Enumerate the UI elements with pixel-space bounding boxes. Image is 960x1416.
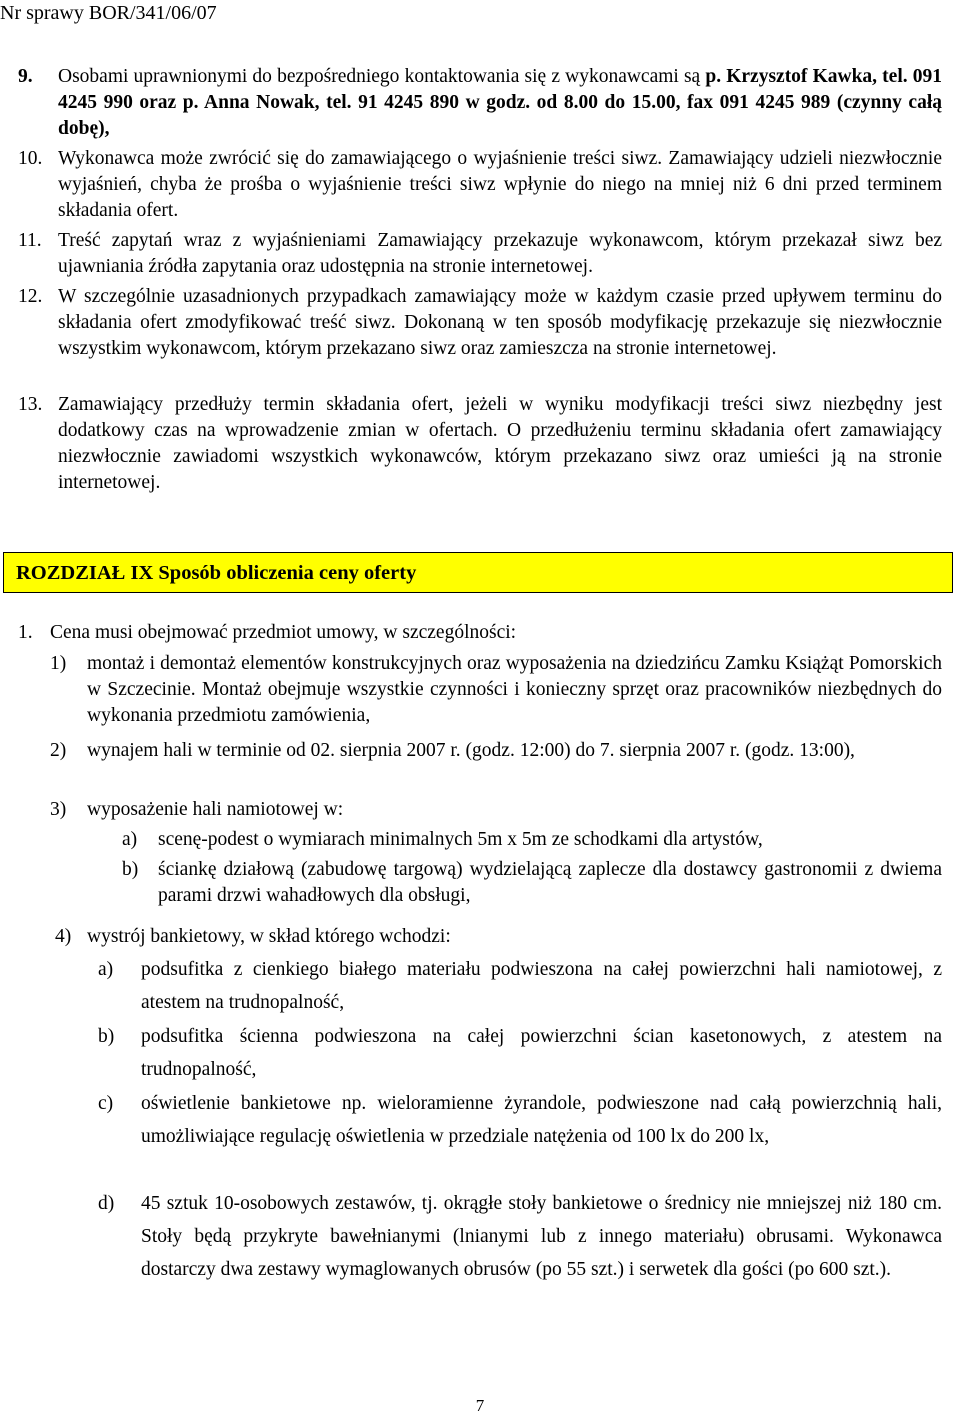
letter-number: b)	[122, 859, 139, 880]
letter-number: d)	[98, 1193, 115, 1214]
paragraph-text: Wykonawca może zwrócić się do zamawiającego o wyjaśnienie treści siwz. Zamawiający udzieli niezwłocznie wyjaśnień, chyba że prośba o wyjaśnienie treści siwz wpłynie do niego na mniej niż 6 dni przed terminem składania ofert.	[58, 148, 942, 221]
text-run: Osobami uprawnionymi do bezpośredniego kontaktowania się z wykonawcami są	[58, 66, 706, 87]
subitem-text: wystrój bankietowy, w skład którego wchodzi:	[87, 926, 451, 947]
subitem-2	[50, 738, 942, 764]
contact-persons-bold: p. Krzysztof Kawka, tel. 091 4245 990 oraz p. Anna Nowak, tel. 91 4245 890 w godz. od 8.00 do 15.00, fax 091 4245 989 (czynny całą dobę),	[58, 66, 943, 139]
subitem-number: 1)	[50, 653, 67, 674]
chapter-heading: ROZDZIAŁ IX Sposób obliczenia ceny oferty	[3, 552, 953, 593]
letter-number: a)	[122, 829, 138, 850]
item-number: 1.	[18, 622, 33, 643]
paragraph-text: Treść zapytań wraz z wyjaśnieniami Zamawiający przekazuje wykonawcom, którym przekazał siwz bez ujawniania źródła zapytania oraz udostępnia na stronie internetowej.	[58, 230, 942, 277]
paragraph-9	[18, 64, 942, 142]
subitem-text: wynajem hali w terminie od 02. sierpnia 2007 r. (godz. 12:00) do 7. sierpnia 2007 r. (godz. 13:00),	[87, 740, 855, 761]
paragraph-number: 10.	[18, 148, 43, 169]
subitem-3a	[122, 827, 942, 853]
paragraph-10	[18, 146, 942, 224]
paragraph-text: W szczególnie uzasadnionych przypadkach zamawiający może w każdym czasie przed upływem terminu do składania ofert zmodyfikować treść siwz. Dokonaną w ten sposób modyfikację przekazuje się niezwłocznie wszystkim wykonawcom, którym przekazano siwz oraz zamieszcza na stronie internetowej.	[58, 286, 942, 359]
letter-text: 45 sztuk 10-osobowych zestawów, tj. okrągłe stoły bankietowe o średnicy nie mniejszej niż 180 cm. Stoły będą przykryte bawełnianymi (lnianymi lub z innego materiału) obrusami. Wykonawca dostarczy dwa zestawy wymaglowanych obrusów (po 55 szt.) i serwetek dla gości (po 600 szt.).	[141, 1193, 942, 1280]
item-1	[18, 620, 942, 646]
letter-text: ściankę działową (zabudowę targową) wydzielającą zaplecze dla dostawcy gastronomii z dwiema parami drzwi wahadłowych dla obsługi,	[158, 859, 942, 906]
subitem-4c	[98, 1087, 942, 1153]
page-number: 7	[475, 1396, 485, 1415]
paragraph-13	[18, 392, 942, 496]
paragraph-11	[18, 228, 942, 280]
letter-number: b)	[98, 1026, 115, 1047]
letter-number: c)	[98, 1093, 114, 1114]
subitem-4b	[98, 1020, 942, 1086]
letter-text: podsufitka z cienkiego białego materiału podwieszona na całej powierzchni hali namiotowej, z atestem na trudnopalność,	[141, 959, 942, 1013]
letter-text: scenę-podest o wymiarach minimalnych 5m x 5m ze schodkami dla artystów,	[158, 829, 763, 850]
letter-number: a)	[98, 959, 114, 980]
subitem-4a	[98, 953, 942, 1019]
paragraph-12	[18, 284, 942, 362]
item-text: Cena musi obejmować przedmiot umowy, w szczególności:	[50, 622, 517, 643]
subitem-1	[50, 651, 942, 729]
paragraph-text: Zamawiający przedłuży termin składania ofert, jeżeli w wyniku modyfikacji treści siwz niezbędny jest dodatkowy czas na wprowadzenie zmian w ofertach. O przedłużeniu terminu składania ofert zamawiający niezwłocznie zawiadomi wszystkich wykonawców, którym przekazano siwz oraz umieści ją na stronie internetowej.	[58, 394, 942, 493]
subitem-4d	[98, 1187, 942, 1286]
subitem-number: 4)	[55, 926, 72, 947]
paragraph-number: 12.	[18, 286, 43, 307]
subitem-3b	[122, 857, 942, 909]
subitem-3	[50, 797, 942, 823]
paragraph-number: 13.	[18, 394, 43, 415]
letter-text: oświetlenie bankietowe np. wieloramienne żyrandole, podwieszone nad całą powierzchnią hali, umożliwiające regulację oświetlenia w przedziale natężenia od 100 lx do 200 lx,	[141, 1093, 942, 1147]
paragraph-text	[58, 64, 942, 142]
paragraph-number: 9.	[18, 66, 33, 87]
subitem-4	[55, 924, 942, 950]
subitem-number: 2)	[50, 740, 67, 761]
paragraph-number: 11.	[18, 230, 42, 251]
subitem-text: wyposażenie hali namiotowej w:	[87, 799, 344, 820]
case-number-header: Nr sprawy BOR/341/06/07	[0, 2, 217, 24]
subitem-text: montaż i demontaż elementów konstrukcyjnych oraz wyposażenia na dziedzińcu Zamku Książąt Pomorskich w Szczecinie. Montaż obejmuje wszystkie czynności i konieczny sprzęt oraz pracowników niezbędnych do wykonania przedmiotu zamówienia,	[87, 653, 942, 726]
letter-text: podsufitka ścienna podwieszona na całej powierzchni ścian kasetonowych, z atestem na trudnopalność,	[141, 1026, 942, 1080]
subitem-number: 3)	[50, 799, 67, 820]
